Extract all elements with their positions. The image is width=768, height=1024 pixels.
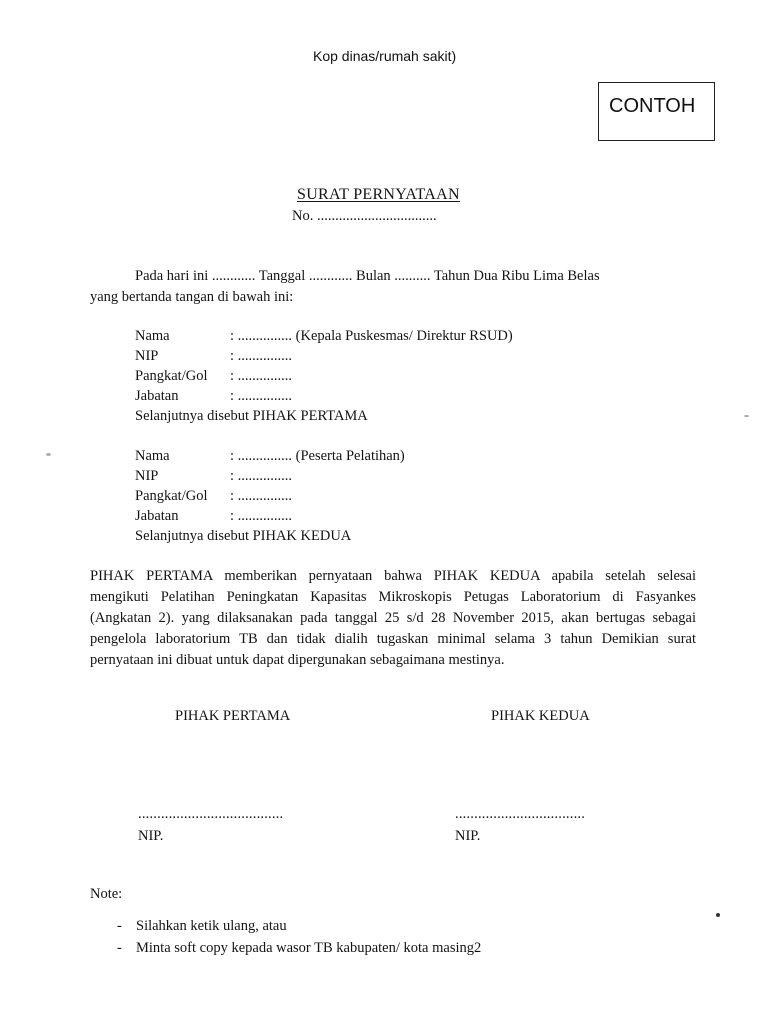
field-value: : ............... (Peserta Pelatihan) [230,448,405,464]
note-item-text: Silahkan ketik ulang, atau [136,918,287,934]
note-item-text: Minta soft copy kepada wasor TB kabupaten/ kota masing2 [136,940,482,956]
scan-speck [46,453,51,456]
field-value: : ............... [230,388,293,404]
signature-left-title: PIHAK PERTAMA [175,708,291,724]
note-item-bullet: - [117,918,122,934]
signature-right-line: .................................. [455,806,586,822]
statement-line-3: (Angkatan 2). yang dilaksanakan pada tanggal 25 s/d 28 November 2015, akan bertugas sebagai [90,610,696,626]
field-label: Nama [135,328,170,344]
signature-left-line: ...................................... [138,806,284,822]
party-second-designation: Selanjutnya disebut PIHAK KEDUA [135,528,352,544]
field-value: : ............... [230,488,293,504]
party-first-row-rank [135,368,292,385]
document-title: SURAT PERNYATAAN [297,186,460,203]
field-value: : ............... [230,368,293,384]
party-second-row-nip [135,468,292,485]
sample-stamp-label: CONTOH [609,95,696,117]
field-label: Jabatan [135,388,179,404]
note-item-bullet: - [117,940,122,956]
field-value: : ............... (Kepala Puskesmas/ Direktur RSUD) [230,328,513,344]
field-label: NIP [135,348,159,364]
field-label: Pangkat/Gol [135,368,208,384]
signature-right-nip: NIP. [455,828,481,844]
party-second-row-rank [135,488,292,505]
statement-line-5: pernyataan ini dibuat untuk dapat dipergunakan sebagaimana mestinya. [90,652,505,668]
field-label: Jabatan [135,508,179,524]
party-first-designation: Selanjutnya disebut PIHAK PERTAMA [135,408,368,424]
field-value: : ............... [230,348,293,364]
party-second-row-position [135,508,292,525]
field-label: NIP [135,468,159,484]
field-value: : ............... [230,508,293,524]
field-label: Pangkat/Gol [135,488,208,504]
party-first-row-nip [135,348,292,365]
letterhead-placeholder: Kop dinas/rumah sakit) [313,48,457,64]
document-number: No. ................................. [292,208,437,224]
field-value: : ............... [230,468,293,484]
intro-line-1: Pada hari ini ............ Tanggal ............ Bulan .......... Tahun Dua Ribu Lima Belas [135,268,600,284]
party-second-row-name [135,448,405,465]
intro-line-2: yang bertanda tangan di bawah ini: [90,289,294,305]
signature-left-nip: NIP. [138,828,164,844]
scan-speck [716,913,720,917]
note-heading: Note: [90,886,123,902]
party-first-row-name [135,328,513,345]
statement-line-1: PIHAK PERTAMA memberikan pernyataan bahwa PIHAK KEDUA apabila setelah selesai [90,568,696,584]
statement-line-4: pengelola laboratorium TB dan tidak dialih tugaskan minimal selama 3 tahun Demikian surat [90,631,696,647]
party-first-row-position [135,388,292,405]
field-label: Nama [135,448,170,464]
scan-speck [744,415,749,417]
statement-line-2: mengikuti Pelatihan Peningkatan Kapasitas Mikroskopis Petugas Laboratorium di Fasyankes [90,589,696,605]
signature-right-title: PIHAK KEDUA [491,708,590,724]
